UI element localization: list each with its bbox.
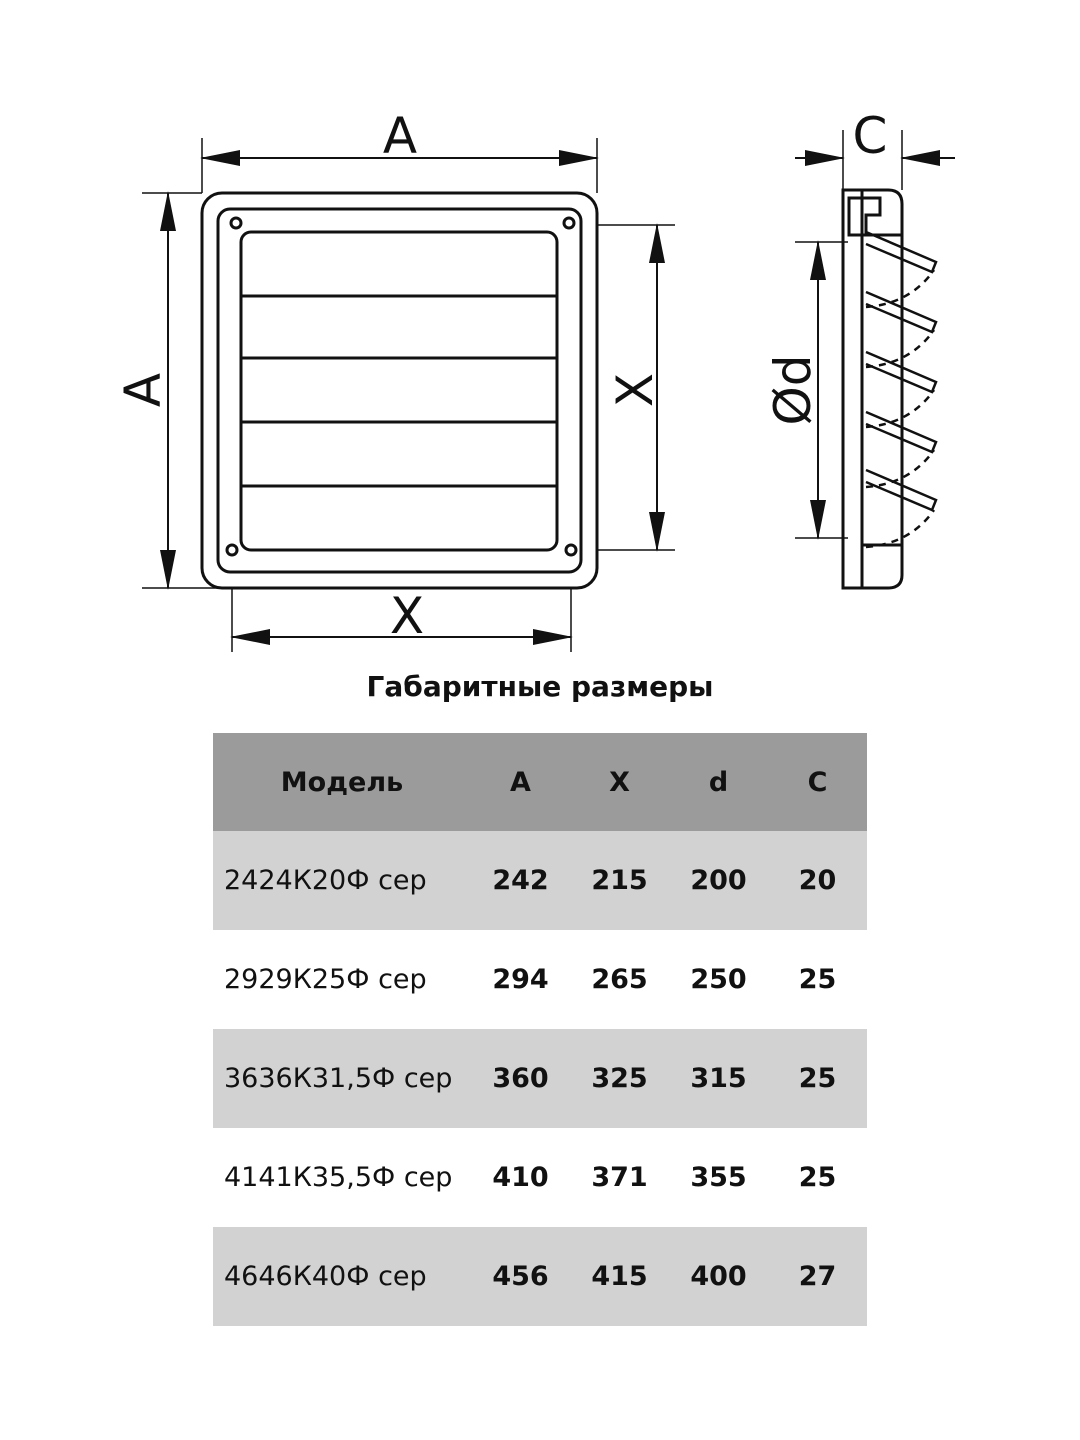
cell-d: 200	[669, 831, 768, 930]
table-row	[213, 1227, 867, 1326]
screw-hole-icon	[227, 545, 237, 555]
dim-label-x-bottom: X	[389, 587, 425, 645]
dimensions-table	[213, 733, 867, 1326]
cell-a: 456	[471, 1227, 570, 1326]
screw-hole-icon	[564, 218, 574, 228]
outer-frame	[202, 193, 597, 588]
cell-c: 20	[768, 831, 867, 930]
header-a: A	[471, 733, 570, 831]
cell-x: 415	[570, 1227, 669, 1326]
side-top-clip	[849, 198, 880, 235]
cell-model: 3636К31,5Ф сер	[213, 1029, 471, 1128]
side-profile	[843, 190, 902, 588]
dim-label-c: C	[852, 107, 888, 165]
dimension-lines	[168, 158, 955, 637]
cell-a: 360	[471, 1029, 570, 1128]
cell-d: 315	[669, 1029, 768, 1128]
header-model: Модель	[213, 733, 471, 831]
side-view	[843, 190, 936, 588]
dim-label-x-right: X	[606, 372, 664, 408]
header-x: X	[570, 733, 669, 831]
cell-c: 27	[768, 1227, 867, 1326]
header-d: d	[669, 733, 768, 831]
header-c: C	[768, 733, 867, 831]
section-title: Габаритные размеры	[366, 670, 714, 703]
front-view	[202, 193, 597, 588]
cell-x: 265	[570, 930, 669, 1029]
cell-d: 400	[669, 1227, 768, 1326]
cell-x: 371	[570, 1128, 669, 1227]
cell-d: 250	[669, 930, 768, 1029]
table-header-row	[213, 733, 867, 831]
cell-d: 355	[669, 1128, 768, 1227]
cell-a: 410	[471, 1128, 570, 1227]
table-row	[213, 1029, 867, 1128]
dim-label-a-top: A	[382, 107, 418, 165]
screw-hole-icon	[566, 545, 576, 555]
inner-frame	[218, 209, 581, 572]
cell-model: 4141К35,5Ф сер	[213, 1128, 471, 1227]
table-row	[213, 831, 867, 930]
table-row	[213, 930, 867, 1029]
cell-a: 294	[471, 930, 570, 1029]
dim-label-diameter: Ød	[764, 354, 822, 426]
cell-a: 242	[471, 831, 570, 930]
cell-model: 4646К40Ф сер	[213, 1227, 471, 1326]
table-row	[213, 1128, 867, 1227]
cell-model: 2929К25Ф сер	[213, 930, 471, 1029]
cell-c: 25	[768, 930, 867, 1029]
cell-x: 215	[570, 831, 669, 930]
screw-hole-icon	[231, 218, 241, 228]
cell-c: 25	[768, 1128, 867, 1227]
grille-drawing	[0, 0, 1080, 670]
cell-model: 2424К20Ф сер	[213, 831, 471, 930]
louver-panel	[241, 232, 557, 550]
cell-x: 325	[570, 1029, 669, 1128]
dim-label-a-left: A	[114, 372, 172, 408]
cell-c: 25	[768, 1029, 867, 1128]
